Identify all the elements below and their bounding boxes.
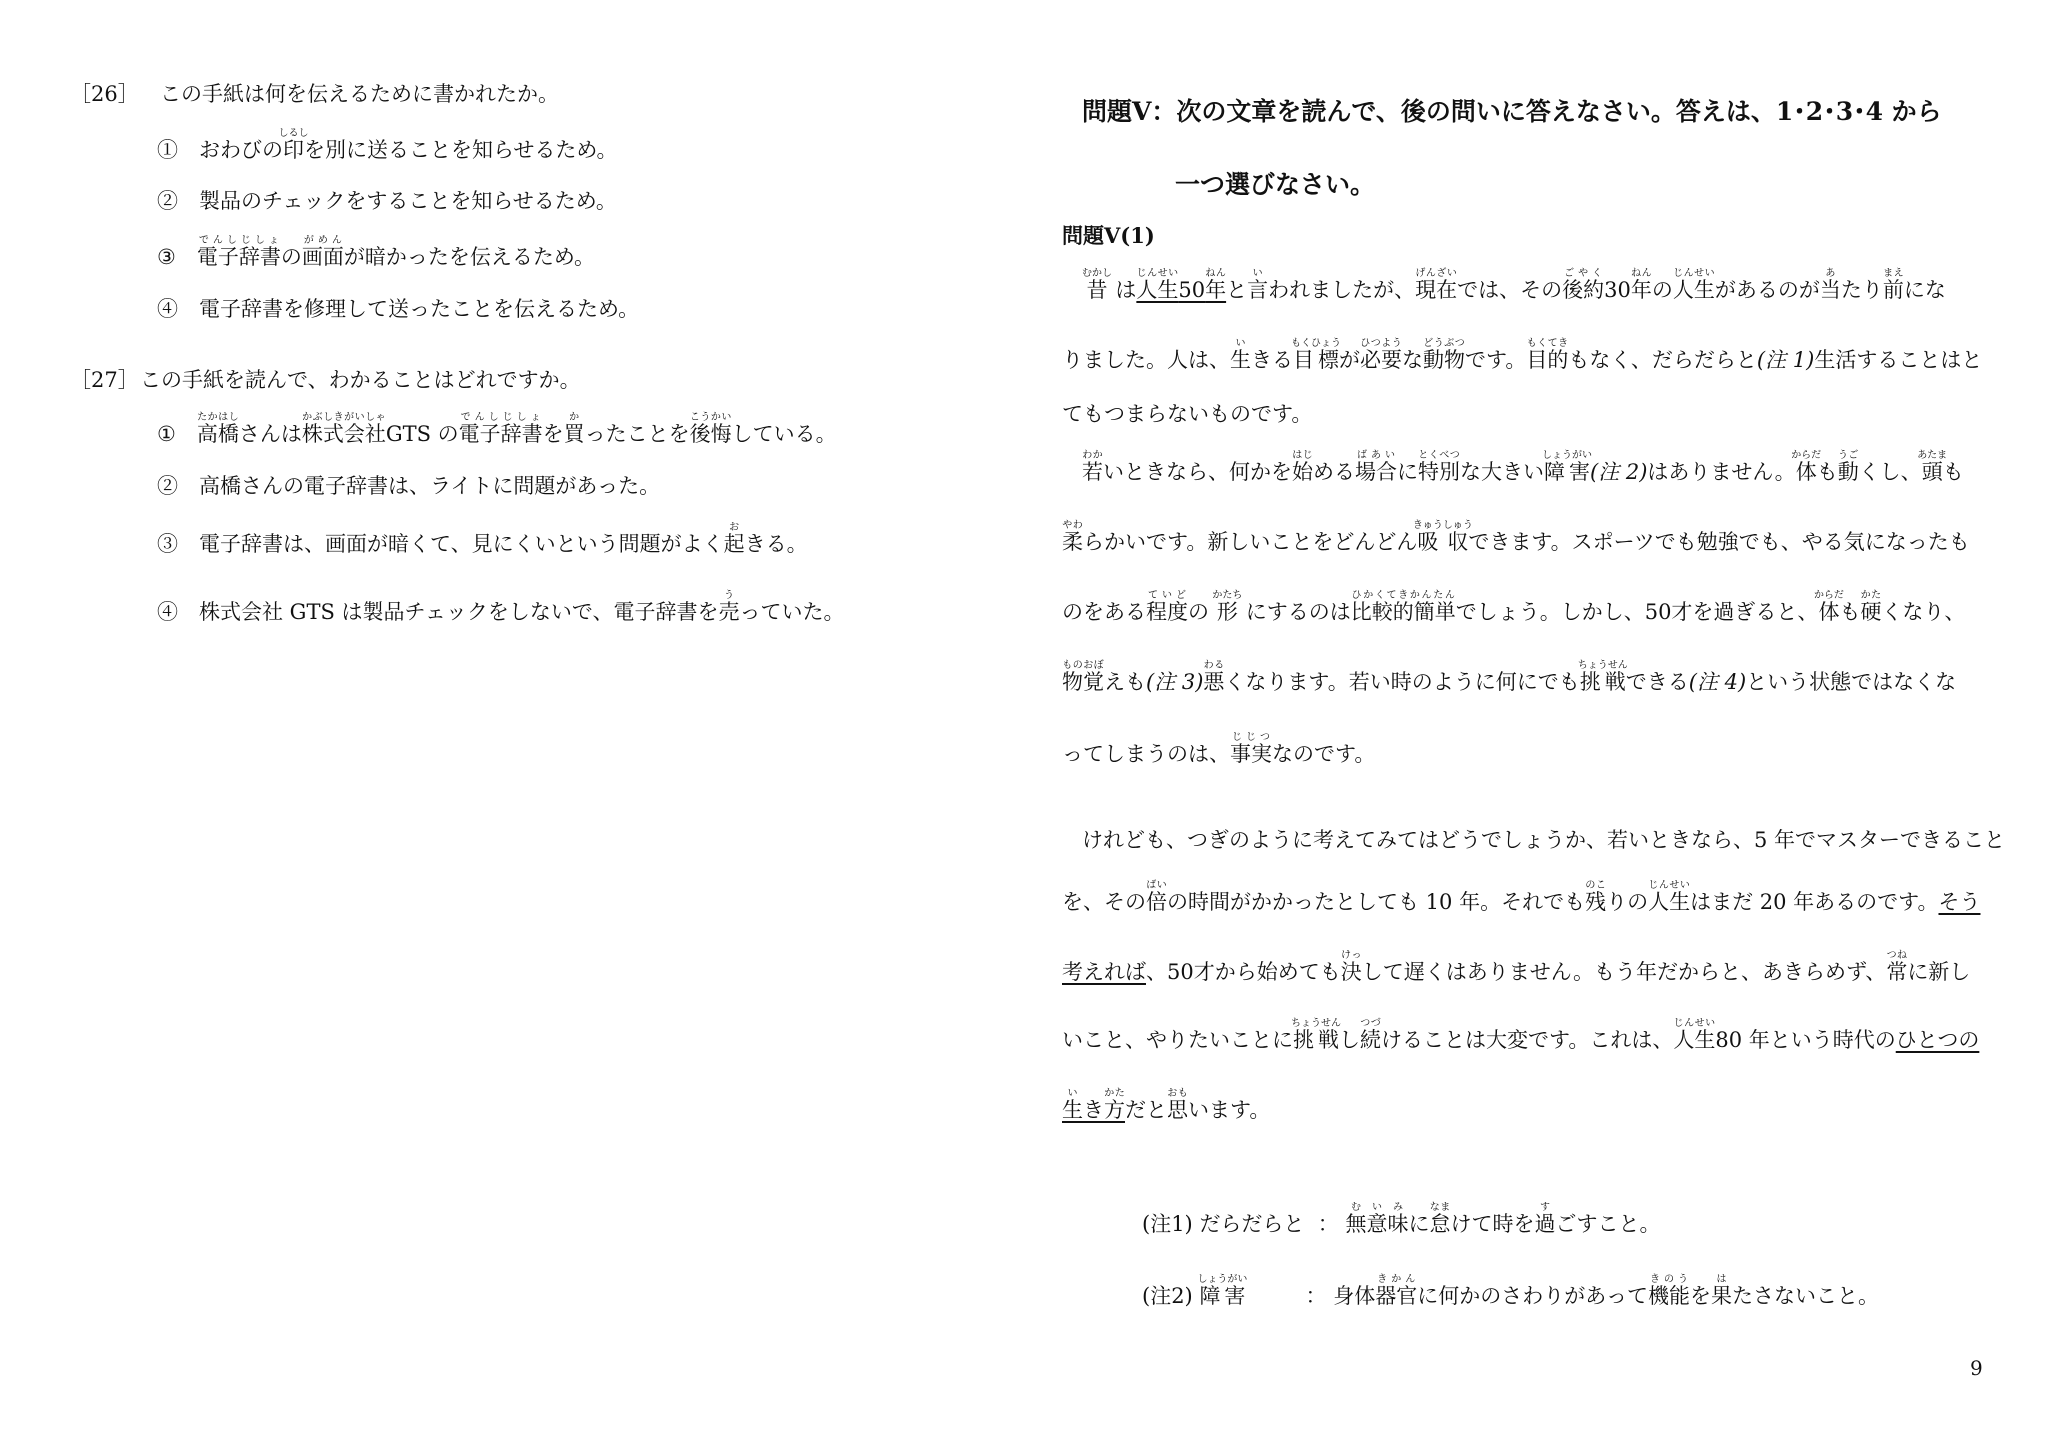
section-title-line-1: 問題Ⅴ：次の文章を読んで、後の問いに答えなさい。答えは、1･2･3･4 から [1082, 97, 1942, 126]
passage-line-4: 若わかいときなら、何かを始はじめる場合ばあいに特別とくべつな大きい障害しょうがい(注 2)はありません。体からだも動うごくし、頭あたまも [1082, 450, 1964, 484]
passage-line-3: てもつまらないものです。 [1062, 402, 1313, 426]
passage-line-8: ってしまうのは、事実じじつなのです。 [1062, 732, 1376, 766]
question-27-number: ［27］ [70, 368, 139, 392]
question-26-number: ［26］ [70, 82, 139, 106]
passage-line-5: 柔やわらかいです。新しいことをどんどん吸収きゅうしゅうできます。スポーツでも勉強でも、やる気になったも [1062, 520, 1970, 554]
note-1: (注1) だらだらと ： 無意味むいみに怠なまけて時を過すごすこと。 [1142, 1202, 1661, 1236]
q27-option-4: ④ 株式会社 GTS は製品チェックをしないで、電子辞書を売うっていた。 [157, 590, 845, 624]
passage-line-12: いこと、やりたいことに挑戦ちょうせんし続つづけることは大変です。これは、人生じんせい80 年という時代のひとつの [1062, 1018, 1980, 1052]
question-26-text: この手紙は何を伝えるために書かれたか。 [160, 82, 559, 106]
passage-line-10: を、その倍ばいの時間がかかったとしても 10 年。それでも残のこりの人生じんせいはまだ 20 年あるのです。そう [1062, 880, 1981, 914]
passage-line-2: りました。人は、生いきる目標もくひょうが必要ひつような動物どうぶつです。目的もくてきもなく、だらだらと(注 1)生活することはと [1062, 338, 1983, 372]
passage-line-13: 生いき方かただと思おもいます。 [1062, 1088, 1271, 1122]
passage-line-6: のをある程度ていどの 形かたち にするのは比較的簡単ひかくてきかんたんでしょう。しかし、50才を過ぎると、体からだも硬かたくなり、 [1062, 590, 1966, 624]
q26-option-4: ④ 電子辞書を修理して送ったことを伝えるため。 [157, 297, 640, 321]
page-number: 9 [1970, 1356, 1983, 1380]
q27-option-3: ③ 電子辞書は、画面が暗くて、見にくいという問題がよく起おきる。 [157, 522, 808, 556]
question-27-text: この手紙を読んで、わかることはどれですか。 [140, 368, 581, 392]
passage-line-7: 物覚ものおぼえも(注 3)悪わるくなります。若い時のように何にでも挑戦ちょうせんできる(注 4)という状態ではなくな [1062, 660, 1957, 694]
q27-option-2: ② 高橋さんの電子辞書は、ライトに問題があった。 [157, 474, 661, 498]
passage-line-11: 考えれば、50才から始めても決けっして遅くはありません。もう年だからと、あきらめず、常つねに新し [1062, 950, 1971, 984]
q26-option-2: ② 製品のチェックをすることを知らせるため。 [157, 189, 617, 213]
q26-option-1: ① おわびの印しるしを別に送ることを知らせるため。 [157, 128, 618, 162]
note-2: (注2) 障害しょうがい ： 身体器官きかんに何かのさわりがあって機能きのうを果はたさないこと。 [1142, 1274, 1879, 1308]
passage-line-9: けれども、つぎのように考えてみてはどうでしょうか、若いときなら、5 年でマスターできること [1082, 828, 2006, 852]
q26-option-3: ③ 電子辞書でんしじしょの画面がめんが暗かったを伝えるため。 [157, 235, 595, 269]
passage-line-1: 昔むかし は人生じんせい50年ねんと言いわれましたが、現在げんざいでは、その後約ごやく30年ねんの人生じんせいがあるのが当あたり前まえにな [1082, 268, 1946, 302]
subsection-title: 問題Ⅴ(1) [1062, 223, 1155, 248]
q27-option-1: ① 高橋たかはしさんは株式会社かぶしきがいしゃGTS の電子辞書でんしじしょを買かったことを後悔こうかいしている。 [157, 412, 837, 446]
section-title-line-2: 一つ選びなさい。 [1175, 170, 1376, 199]
